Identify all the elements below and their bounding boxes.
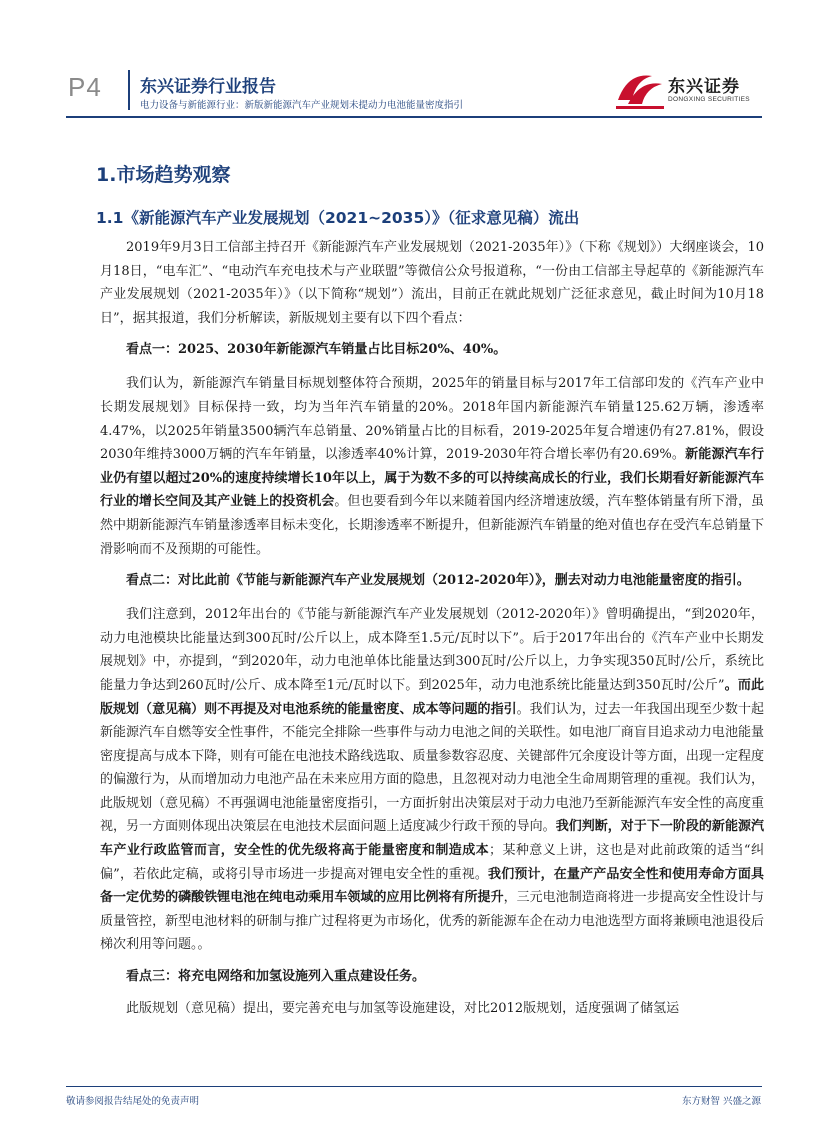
point3-title: 看点三：将充电网络和加氢设施列入重点建设任务。 [126, 969, 426, 985]
section-heading: 1.市场趋势观察 [96, 164, 231, 186]
header-separator [128, 70, 130, 110]
header-rule [66, 116, 762, 118]
footer-slogan: 东方财智 兴盛之源 [681, 1096, 761, 1107]
point1-title: 看点一：2025、2030年新能源汽车销量占比目标20%、40%。 [126, 342, 507, 358]
report-subtitle: 电力设备与新能源行业：新版新能源汽车产业规划未提动力电池能量密度指引 [140, 100, 464, 111]
point2-text-d: ，三元电池制造商将进一步提高安全性设计与质量管控，新型电池材料的研制与推广过程将更为市场化，优秀的新能源车企在动力电池选型方面将兼顾电池退役后梯次利用等问题。。 [100, 890, 764, 953]
point1-paragraph [100, 372, 764, 561]
intro-paragraph: 2019年9月3日工信部主持召开《新能源汽车产业发展规划（2021-2035年）》（下称《规划》）大纲座谈会，10月18日，“电车汇”、“电动汽车充电技术与产业联盟”等微信公众号报道称，“一份由工信部主导起草的《新能源汽车产业发展规划（2021-2035年）》（以下简称“规划”）流出，目前正在就此规划广泛征求意见，截止时间为10月18日”，据其报道，我们分析解读，新版规划主要有以下四个看点： [100, 240, 764, 326]
point2-paragraph [100, 603, 764, 957]
footer-disclaimer: 敬请参阅报告结尾处的免责声明 [66, 1096, 200, 1107]
subsection-heading: 1.1《新能源汽车产业发展规划（2021~2035）》（征求意见稿）流出 [96, 209, 580, 227]
point2-title: 看点二：对比此前《节能与新能源汽车产业发展规划（2012-2020年）》，删去对动力电池能量密度的指引。 [126, 573, 750, 589]
footer-rule [66, 1086, 762, 1087]
report-title: 东兴证券行业报告 [140, 77, 276, 97]
point2-text-c: ；某种意义上讲，这也是对此前政策的适当“纠偏”，若依此定稿，或将引导市场进一步提高对锂电安全性的重视。 [100, 843, 764, 882]
point2-text-b: 。我们认为，过去一年我国出现至少数十起新能源汽车自燃等安全性事件，不能完全排除一些事件与动力电池之间的关联性。如电池厂商盲目追求动力电池能量密度提高与成本下降，则有可能在电池技术路线选取、质量参数容忍度、关键部件冗余度设计等方面，出现一定程度的偏激行为，从而增加动力电池产品在未来应用方面的隐患，且忽视对动力电池全生命周期管理的重视。我们认为，此版规划（意见稿）不再强调电池能量密度指引，一方面折射出决策层对于动力电池乃至新能源汽车安全性的高度重视，另一方面则体现出决策层在电池技术层面问题上适度减少行政干预的导向。 [100, 701, 764, 835]
point2-text-a: 我们注意到，2012年出台的《节能与新能源汽车产业发展规划（2012-2020年）》曾明确提出，“到2020年，动力电池模块比能量达到300瓦时/公斤以上，成本降至1.5元/瓦时以下”。后于2017年出台的《汽车产业中长期发展规划》中，亦提到，“到2020年，动力电池单体比能量达到300瓦时/公斤以上，力争实现350瓦时/公斤，系统比能量力争达到260瓦时/公斤、成本降至1元/瓦时以下。到2025年，动力电池系统比能量达到350瓦时/公斤” [100, 607, 764, 693]
point2-bold-text-2: 我们判断，对于下一阶段的新能源汽车产业行政监管而言，安全性的优先级将高于能量密度和制造成本 [100, 819, 764, 859]
point2-bold-text-3: 我们预计，在量产产品安全性和使用寿命方面具备一定优势的磷酸铁锂电池在纯电动乘用车领域的应用比例将有所提升 [100, 866, 764, 906]
point1-text-a: 我们认为，新能源汽车销量目标规划整体符合预期，2025年的销量目标与2017年工信部印发的《汽车产业中长期发展规划》目标保持一致，均为当年汽车销量的20%。2018年国内新能源汽车销量125.62万辆，渗透率4.47%，以2025年销量3500辆汽车总销量、20%销量占比的目标看，2019-2025年复合增速仍有27.81%，假设2030年维持3000万辆的汽车年销量，以渗透率40%计算，2019-2030年符合增长率仍有20.69%。 [100, 376, 764, 463]
logo-chinese-name: 东兴证券 [668, 77, 740, 97]
logo-english-name: DONGXING SECURITIES [668, 96, 750, 103]
point3-paragraph: 此版规划（意见稿）提出，要完善充电与加氢等设施建设，对比2012版规划，适度强调了储氢运 [126, 1001, 680, 1017]
page-number: P4 [68, 72, 102, 102]
point1-bold-text: 新能源汽车行业仍有望以超过20%的速度持续增长10年以上，属于为数不多的可以持续高成长的行业，我们长期看好新能源汽车行业的增长空间及其产业链上的投资机会 [100, 447, 764, 510]
point1-text-b: 。但也要看到今年以来随着国内经济增速放缓，汽车整体销量有所下滑，虽然中期新能源汽车销量渗透率目标未变化，长期渗透率不断提升，但新能源汽车销量的绝对值也存在受汽车总销量下滑影响而不及预期的可能性。 [100, 494, 764, 557]
document-body [100, 236, 764, 1021]
point2-bold-text-1: 。而此版规划（意见稿）则不再提及对电池系统的能量密度、成本等问题的指引 [100, 677, 764, 717]
